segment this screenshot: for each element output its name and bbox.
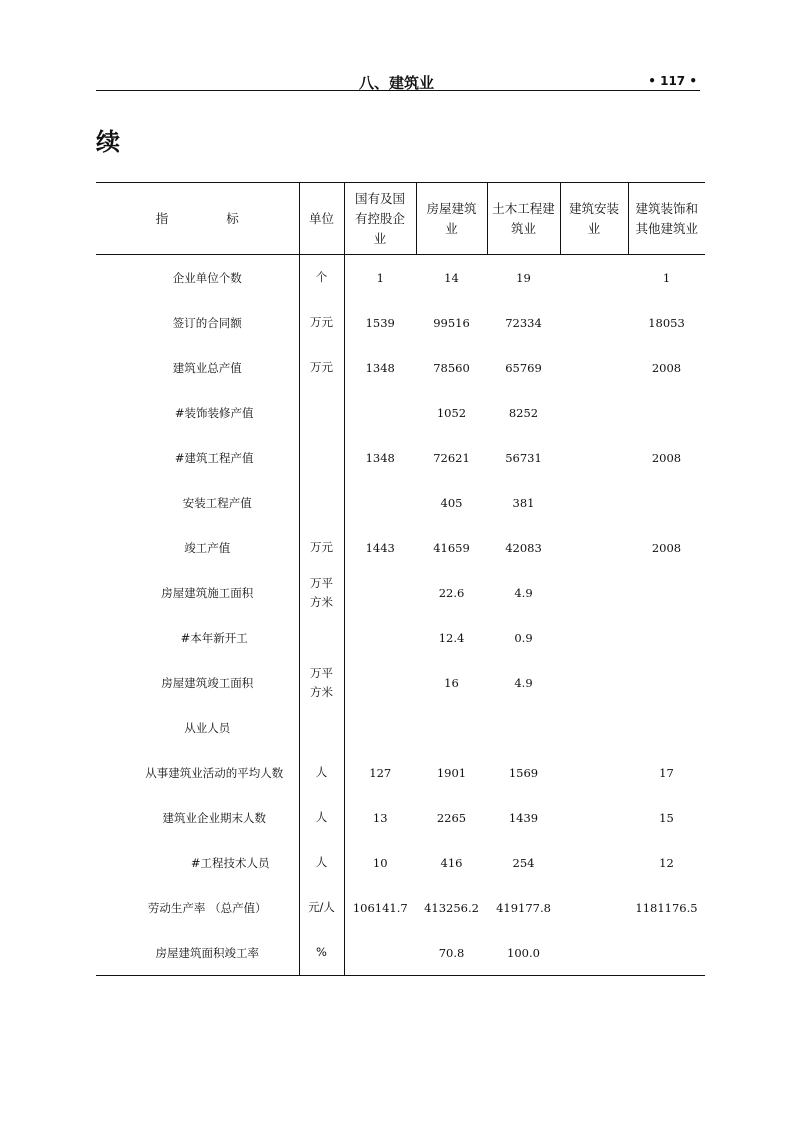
cell-civil: 4.9	[514, 585, 533, 600]
cell-civil: 0.9	[514, 630, 533, 645]
table-row	[96, 840, 705, 885]
cell-decoration	[628, 705, 705, 750]
cell-housing: 99516	[433, 315, 470, 330]
cell-housing: 416	[440, 855, 463, 870]
table-row	[96, 570, 705, 615]
cell-housing: 405	[440, 495, 463, 510]
cell-installation	[560, 345, 628, 390]
cell-housing: 2265	[436, 810, 467, 825]
row-label: 从业人员	[96, 705, 299, 750]
table-row	[96, 660, 705, 705]
table-row	[96, 750, 705, 795]
cell-decoration: 12	[659, 855, 674, 870]
table-row	[96, 480, 705, 525]
cell-decoration	[628, 930, 705, 976]
row-label: #装饰装修产值	[96, 390, 299, 435]
cell-installation	[560, 435, 628, 480]
row-label: 竣工产值	[96, 525, 299, 570]
cell-housing: 72621	[433, 450, 470, 465]
cell-state-owned: 1348	[365, 450, 395, 465]
table-row	[96, 795, 705, 840]
row-unit	[299, 615, 344, 660]
cell-civil: 8252	[508, 405, 539, 420]
continued-label: 续	[96, 128, 120, 156]
col-header-civil-text: 土木工程建筑业	[492, 200, 555, 236]
col-header-civil	[487, 183, 560, 255]
col-header-indicator-part-a: 指	[155, 210, 169, 226]
row-unit: 个	[299, 255, 344, 301]
row-unit	[299, 480, 344, 525]
row-unit: 人	[299, 795, 344, 840]
cell-civil: 19	[516, 270, 531, 285]
table-row	[96, 255, 705, 301]
cell-installation	[560, 705, 628, 750]
cell-state-owned	[344, 615, 416, 660]
table-row	[96, 300, 705, 345]
row-label: 劳动生产率 （总产值）	[96, 885, 299, 930]
cell-decoration: 2008	[651, 540, 682, 555]
cell-installation	[560, 300, 628, 345]
cell-state-owned	[344, 480, 416, 525]
cell-decoration: 1	[662, 270, 671, 285]
cell-state-owned: 1348	[365, 360, 395, 375]
table-row	[96, 930, 705, 976]
cell-civil: 72334	[505, 315, 542, 330]
row-label: 房屋建筑施工面积	[96, 570, 299, 615]
col-header-unit: 单位	[299, 183, 344, 255]
cell-installation	[560, 525, 628, 570]
cell-state-owned	[344, 705, 416, 750]
row-unit: 万元	[299, 345, 344, 390]
row-label: 房屋建筑竣工面积	[96, 660, 299, 705]
chapter-title: 八、建筑业	[358, 74, 434, 92]
row-label: 房屋建筑面积竣工率	[96, 930, 299, 976]
row-unit-text: 元/人	[308, 900, 335, 914]
cell-civil	[487, 705, 560, 750]
row-label: 从事建筑业活动的平均人数	[96, 750, 299, 795]
table-row	[96, 390, 705, 435]
cell-installation	[560, 840, 628, 885]
cell-housing: 70.8	[416, 930, 487, 976]
cell-state-owned: 127	[369, 765, 392, 780]
row-label: 企业单位个数	[96, 255, 299, 301]
cell-civil: 65769	[505, 360, 542, 375]
cell-state-owned: 1	[376, 270, 384, 285]
cell-installation	[560, 570, 628, 615]
cell-civil: 100.0	[487, 930, 560, 976]
row-label: #建筑工程产值	[96, 435, 299, 480]
cell-civil: 419177.8	[496, 900, 551, 915]
row-unit: 万元	[299, 525, 344, 570]
row-unit	[299, 435, 344, 480]
cell-civil: 42083	[505, 540, 542, 555]
cell-state-owned: 1539	[365, 315, 395, 330]
table-row	[96, 525, 705, 570]
cell-state-owned: 106141.7	[352, 900, 408, 915]
cell-state-owned	[344, 390, 416, 435]
row-unit	[299, 660, 344, 705]
cell-housing	[416, 705, 487, 750]
cell-installation	[560, 615, 628, 660]
col-header-indicator	[96, 183, 299, 255]
cell-decoration: 15	[659, 810, 674, 825]
cell-state-owned	[344, 570, 416, 615]
row-label: 建筑业企业期末人数	[96, 795, 299, 840]
cell-housing: 1052	[436, 405, 467, 420]
row-label: 签订的合同额	[96, 300, 299, 345]
cell-decoration: 2008	[651, 450, 682, 465]
cell-installation	[560, 750, 628, 795]
table-row	[96, 705, 705, 750]
cell-housing: 14	[444, 270, 459, 285]
cell-state-owned: 13	[372, 810, 388, 825]
row-unit: 万元	[299, 300, 344, 345]
cell-civil: 56731	[505, 450, 542, 465]
row-unit	[299, 885, 344, 930]
cell-decoration	[628, 615, 705, 660]
cell-decoration: 17	[659, 765, 674, 780]
cell-civil: 1439	[508, 810, 539, 825]
cell-housing: 12.4	[438, 630, 465, 645]
cell-civil: 4.9	[514, 675, 533, 690]
cell-decoration: 2008	[651, 360, 682, 375]
cell-housing: 41659	[433, 540, 470, 555]
cell-housing: 1901	[436, 765, 467, 780]
col-header-installation-text: 建筑安装业	[568, 200, 619, 236]
col-header-indicator-part-b: 标	[226, 210, 239, 226]
cell-installation	[560, 390, 628, 435]
col-header-installation	[560, 183, 628, 255]
cell-installation	[560, 930, 628, 976]
cell-decoration: 1181176.5	[635, 900, 698, 915]
table-row	[96, 345, 705, 390]
row-unit: 人	[299, 840, 344, 885]
col-header-decoration	[628, 183, 705, 255]
row-unit: %	[299, 930, 344, 976]
statistics-table	[96, 182, 705, 976]
col-header-decoration-text: 建筑装饰和其他建筑业	[635, 200, 698, 236]
page-number: • 117 •	[648, 74, 697, 88]
col-header-state-owned-text: 国有及国有控股企业	[354, 190, 405, 246]
row-label: #工程技术人员	[96, 840, 299, 885]
row-unit-text: 万平方米	[310, 665, 333, 699]
col-header-housing-text: 房屋建筑业	[426, 200, 477, 236]
row-label: 建筑业总产值	[96, 345, 299, 390]
cell-installation	[560, 660, 628, 705]
cell-state-owned	[344, 660, 416, 705]
cell-state-owned	[344, 930, 416, 976]
table-row	[96, 615, 705, 660]
cell-state-owned: 1443	[365, 540, 395, 555]
row-unit: 人	[299, 750, 344, 795]
cell-housing: 22.6	[438, 585, 465, 600]
row-unit	[299, 570, 344, 615]
cell-decoration	[628, 660, 705, 705]
cell-civil: 254	[512, 855, 535, 870]
cell-civil: 1569	[508, 765, 539, 780]
cell-decoration	[628, 390, 705, 435]
cell-installation	[560, 480, 628, 525]
header-rule	[96, 90, 700, 91]
row-label: 安装工程产值	[96, 480, 299, 525]
col-header-housing	[416, 183, 487, 255]
col-header-state-owned	[344, 183, 416, 255]
row-unit	[299, 705, 344, 750]
cell-state-owned: 10	[372, 855, 388, 870]
table-row	[96, 435, 705, 480]
cell-installation	[560, 795, 628, 840]
cell-decoration: 18053	[648, 315, 685, 330]
cell-decoration	[628, 480, 705, 525]
row-unit	[299, 390, 344, 435]
cell-housing: 413256.2	[424, 900, 479, 915]
cell-civil: 381	[512, 495, 535, 510]
row-label: #本年新开工	[96, 615, 299, 660]
table-row	[96, 885, 705, 930]
cell-housing: 16	[444, 675, 459, 690]
cell-decoration	[628, 570, 705, 615]
cell-installation	[560, 885, 628, 930]
row-unit-text: 万平方米	[310, 575, 333, 609]
cell-housing: 78560	[433, 360, 470, 375]
table-header-row	[96, 183, 705, 255]
cell-installation	[560, 255, 628, 301]
